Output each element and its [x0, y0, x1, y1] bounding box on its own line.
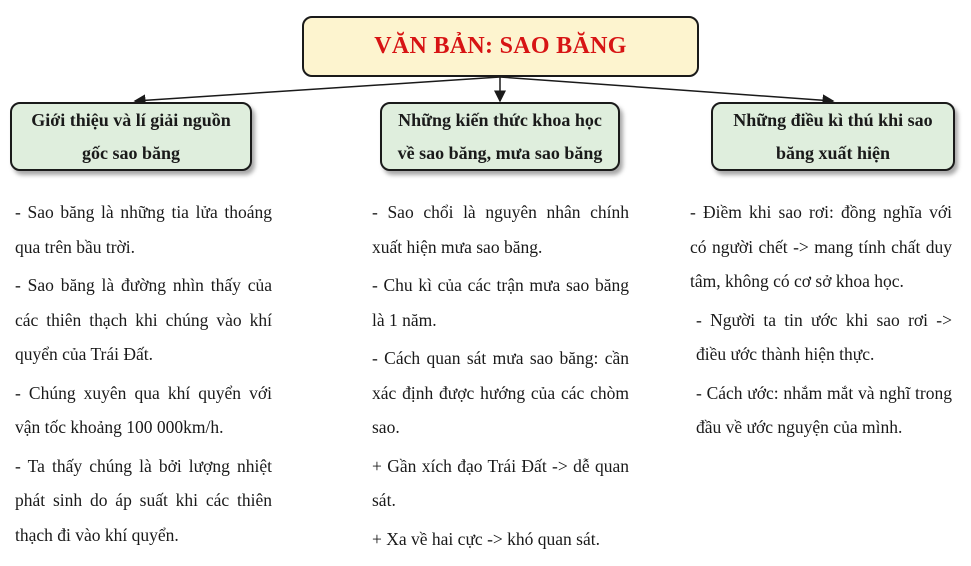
list-item: - Ta thấy chúng là bởi lượng nhiệt phát sinh do áp suất khi các thiên thạch đi vào khí quyển. — [15, 455, 272, 545]
list-item: + Gần xích đạo Trái Đất -> dễ quan sát. — [372, 455, 629, 510]
branch-content-wonders — [690, 195, 952, 449]
branch-heading-wonders: Những điều kì thú khi sao băng xuất hiện — [711, 102, 955, 171]
main-title: VĂN BẢN: SAO BĂNG — [302, 16, 699, 77]
list-item: - Chúng xuyên qua khí quyển với vận tốc khoảng 100 000km/h. — [15, 382, 272, 437]
list-item: + Xa về hai cực -> khó quan sát. — [372, 528, 600, 549]
branch-heading-origin: Giới thiệu và lí giải nguồn gốc sao băng — [10, 102, 252, 171]
list-item: - Sao băng là đường nhìn thấy của các thiên thạch khi chúng vào khí quyển của Trái Đất. — [15, 275, 272, 364]
branch-content-origin — [15, 195, 272, 556]
list-item: - Cách quan sát mưa sao băng: cần xác định được hướng của các chòm sao. — [372, 348, 629, 437]
branch-content-science — [372, 195, 629, 560]
list-item: - Cách ước: nhắm mắt và nghĩ trong đầu về ước nguyện của mình. — [696, 382, 952, 437]
list-item: - Điềm khi sao rơi: đồng nghĩa với có người chết -> mang tính chất duy tâm, không có cơ sở khoa học. — [690, 202, 952, 291]
list-item: - Người ta tin ước khi sao rơi -> điều ước thành hiện thực. — [696, 309, 952, 364]
list-item: - Sao chổi là nguyên nhân chính xuất hiện mưa sao băng. — [372, 202, 629, 257]
list-item: - Sao băng là những tia lửa thoáng qua trên bầu trời. — [15, 202, 272, 257]
branch-heading-science: Những kiến thức khoa học về sao băng, mưa sao băng — [380, 102, 620, 171]
arrow-to-branch-1 — [135, 77, 500, 101]
list-item: - Chu kì của các trận mưa sao băng là 1 năm. — [372, 275, 629, 330]
arrow-to-branch-3 — [500, 77, 833, 101]
